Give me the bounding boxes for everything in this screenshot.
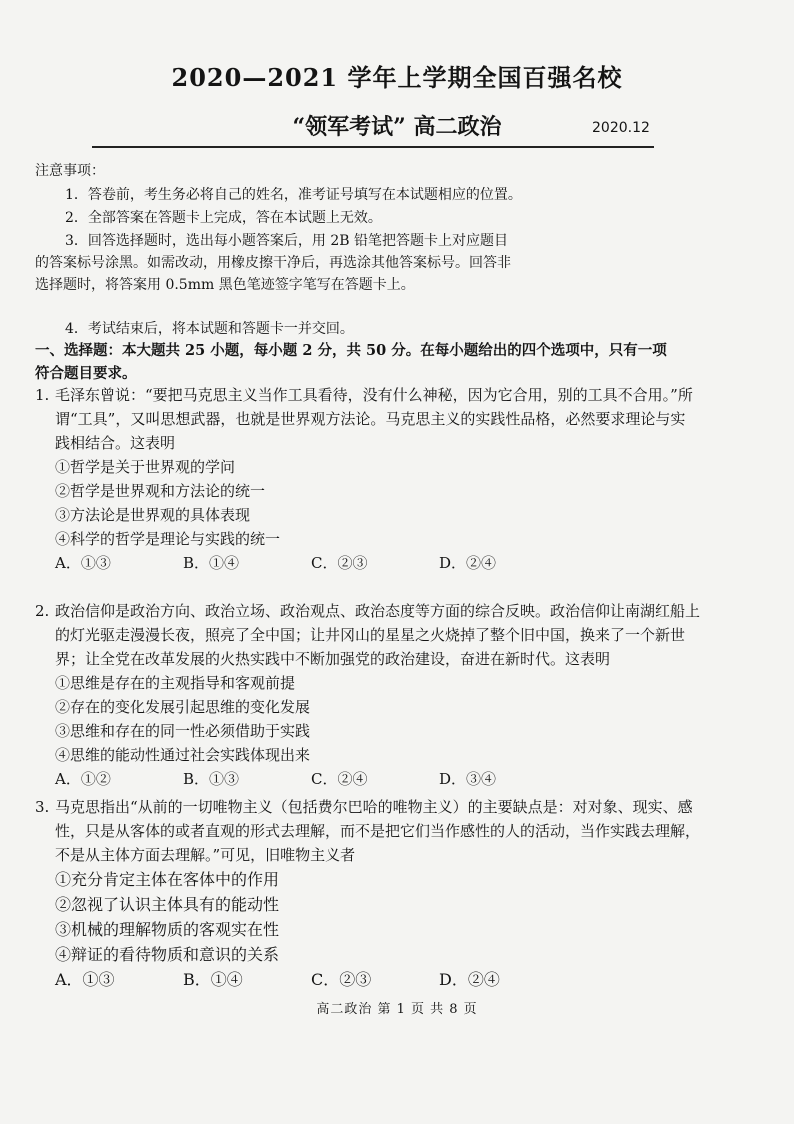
question-stem: 政治信仰是政治方向、政治立场、政治观点、政治态度等方面的综合反映。政治信仰让南湖红船上的灯光驱走漫漫长夜，照亮了全中国；让井冈山的星星之火烧掉了整个旧中国，换来了一个新世界；让全党在改革发展的火热实践中不断加强党的政治建设，奋进在新时代。这表明 <box>55 602 701 668</box>
question-stem: 毛泽东曾说：“要把马克思主义当作工具看待，没有什么神秘，因为它合用，别的工具不合用。”所谓“工具”，又叫思想武器，也就是世界观方法论。马克思主义的实践性品格，必然要求理论与实践相结合。这表明 <box>55 386 693 452</box>
page-footer: 高二政治 第 1 页 共 8 页 <box>316 1002 478 1017</box>
question-number: 3. <box>35 798 50 816</box>
answer-choices <box>55 767 700 791</box>
choice-d: D．③④ <box>439 770 497 788</box>
question-number: 2. <box>35 602 50 620</box>
choice-b: B．①④ <box>183 970 243 989</box>
statement-option: ③方法论是世界观的具体表现 <box>55 506 251 524</box>
question-3 <box>35 795 700 992</box>
section-title: 一、选择题：本大题共 25 小题，每小题 2 分，共 50 分。在每小题给出的四个选项中，只有一项符合题目要求。 <box>35 342 667 382</box>
statement-option: ①思维是存在的主观指导和客观前提 <box>55 674 296 692</box>
choice-c: C．②③ <box>311 970 372 989</box>
exam-title: 2020—2021 学年上学期全国百强名校 <box>171 63 623 92</box>
exam-date: 2020.12 <box>592 120 650 136</box>
question-1 <box>35 383 700 575</box>
statement-option: ③思维和存在的同一性必须借助于实践 <box>55 722 311 740</box>
exam-subtitle: “领军考试” 高二政治 <box>292 114 502 140</box>
choice-c: C．②④ <box>311 770 368 788</box>
statement-option: ①哲学是关于世界观的学问 <box>55 458 236 476</box>
statement-option: ②忽视了认识主体具有的能动性 <box>55 895 280 914</box>
statement-option: ②存在的变化发展引起思维的变化发展 <box>55 698 311 716</box>
choice-b: B．①④ <box>183 554 240 572</box>
choice-b: B．①③ <box>183 770 240 788</box>
statement-option: ④科学的哲学是理论与实践的统一 <box>55 530 281 548</box>
statement-option: ④辩证的看待物质和意识的关系 <box>55 945 280 964</box>
notice-heading: 注意事项： <box>35 163 105 179</box>
notice-item: 2．全部答案在答题卡上完成，答在本试题上无效。 <box>65 210 382 226</box>
question-stem: 马克思指出“从前的一切唯物主义（包括费尔巴哈的唯物主义）的主要缺点是：对对象、现实、感性，只是从客体的或者直观的形式去理解，而不是把它们当作感性的人的活动，当作实践去理解，不是从主体方面去理解。”可见，旧唯物主义者 <box>55 798 701 864</box>
question-number: 1. <box>35 386 50 404</box>
choice-a: A．①③ <box>55 554 111 572</box>
statement-option: ①充分肯定主体在客体中的作用 <box>55 870 280 889</box>
header-divider <box>92 146 654 148</box>
question-2 <box>35 599 700 791</box>
choice-d: D．②④ <box>439 554 497 572</box>
choice-c: C．②③ <box>311 554 368 572</box>
notice-item: 1．答卷前，考生务必将自己的姓名，准考证号填写在本试题相应的位置。 <box>65 187 522 203</box>
statement-option: ④思维的能动性通过社会实践体现出来 <box>55 746 311 764</box>
choice-a: A．①② <box>55 770 111 788</box>
choice-a: A．①③ <box>55 970 115 989</box>
statement-option: ③机械的理解物质的客观实在性 <box>55 920 280 939</box>
statement-option: ②哲学是世界观和方法论的统一 <box>55 482 266 500</box>
answer-choices <box>55 967 700 992</box>
notice-item: 4．考试结束后，将本试题和答题卡一并交回。 <box>65 321 354 337</box>
notice-item: 3．回答选择题时，选出每小题答案后，用 2B 铅笔把答题卡上对应题目的答案标号涂黑。如需改动，用橡皮擦干净后，再选涂其他答案标号。回答非选择题时，将答案用 0.5mm 黑色笔迹签字笔写在答题卡上。 <box>35 233 511 293</box>
choice-d: D．②④ <box>439 970 500 989</box>
answer-choices <box>55 551 700 575</box>
